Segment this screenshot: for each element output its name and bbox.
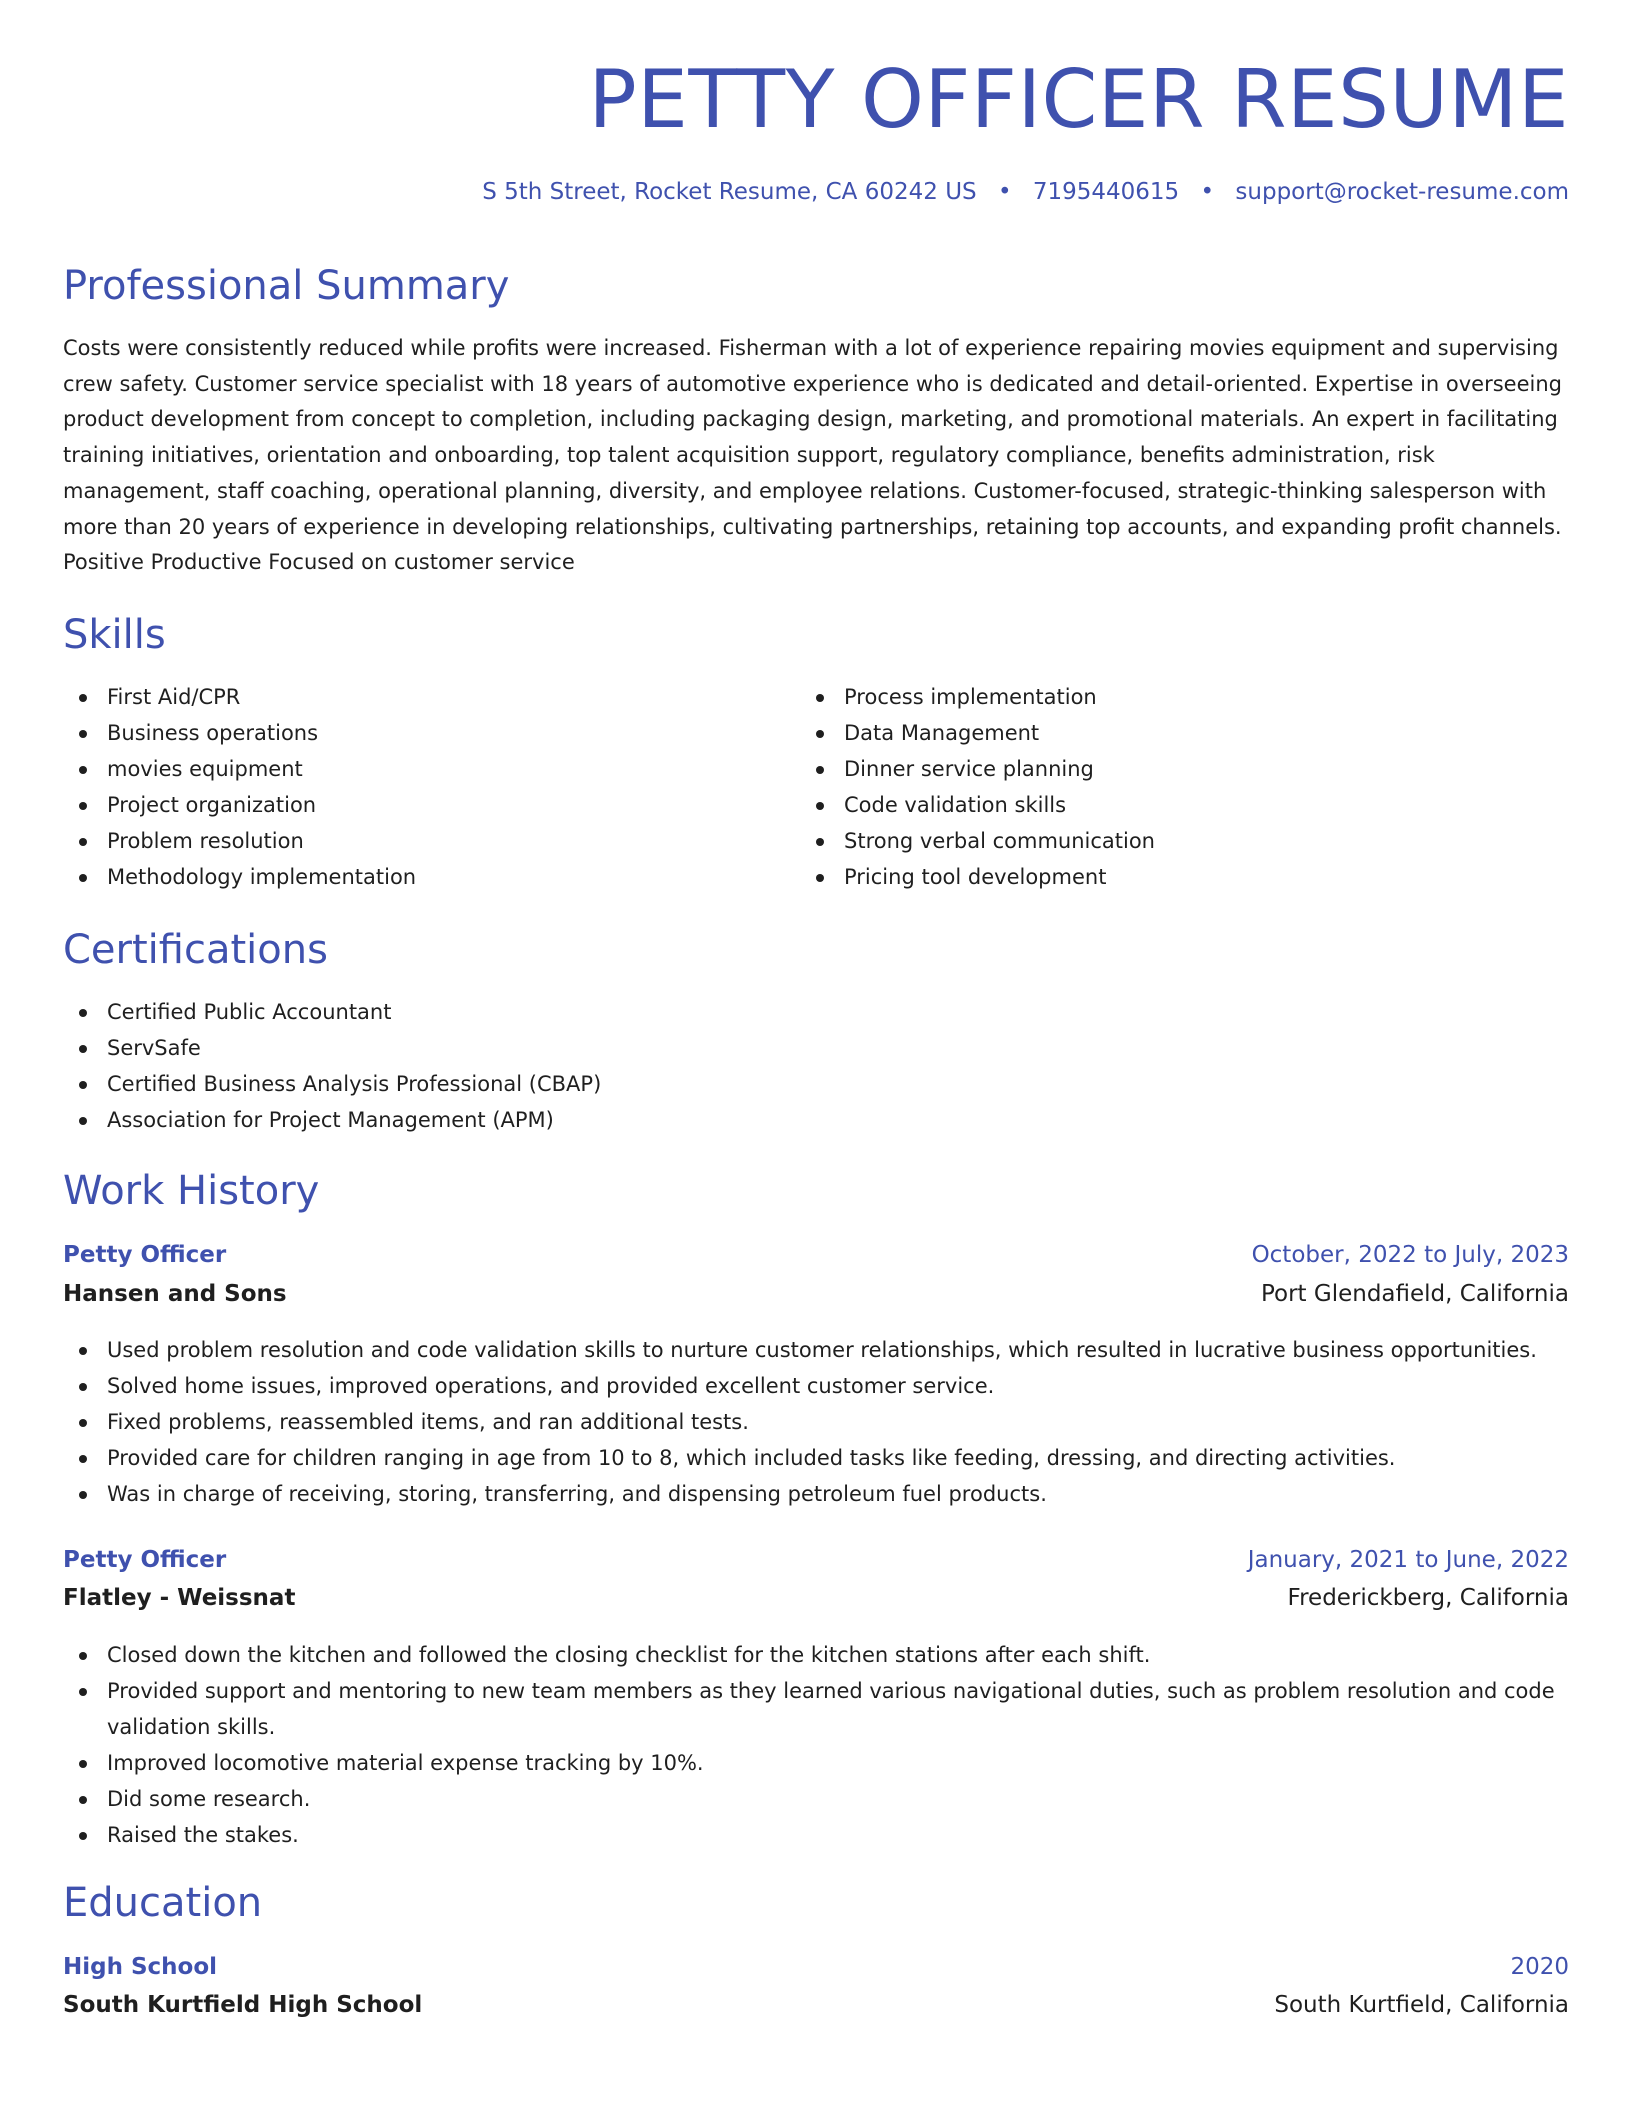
job-2-bullets xyxy=(63,1637,1573,1853)
job-dates: October, 2022 to July, 2023 xyxy=(1251,1242,1569,1268)
job-company: Flatley - Weissnat xyxy=(63,1585,296,1611)
job-bullet: Did some research. xyxy=(63,1781,1573,1817)
summary-heading: Professional Summary xyxy=(63,263,510,309)
education-location: South Kurtfield, California xyxy=(1274,1992,1569,2018)
contact-separator: • xyxy=(997,179,1012,205)
job-location: Port Glendafield, California xyxy=(1260,1281,1569,1307)
job-bullet: Used problem resolution and code validation skills to nurture customer relationships, which resulted in lucrative business opportunities. xyxy=(63,1332,1573,1368)
contact-email[interactable]: support@rocket-resume.com xyxy=(1235,179,1569,205)
job-bullet: Improved locomotive material expense tracking by 10%. xyxy=(63,1745,1573,1781)
skill-item: Pricing tool development xyxy=(800,859,1500,895)
skill-item: Strong verbal communication xyxy=(800,823,1500,859)
certifications-heading: Certifications xyxy=(63,927,328,973)
job-bullet: Provided care for children ranging in age from 10 to 8, which included tasks like feeding, dressing, and directing activities. xyxy=(63,1440,1573,1476)
summary-text: Costs were consistently reduced while profits were increased. Fisherman with a lot of experience repairing movies equipment and supervising crew safety. Customer service specialist with 18 years of automotive experience who is dedicated and detail-oriented. Expertise in overseeing product development from concept to completion, including packaging design, marketing, and promotional materials. An expert in facilitating training initiatives, orientation and onboarding, top talent acquisition support, regulatory compliance, benefits administration, risk management, staff coaching, operational planning, diversity, and employee relations. Customer-focused, strategic-thinking salesperson with more than 20 years of experience in developing relationships, cultivating partnerships, retaining top accounts, and expanding profit channels. Positive Productive Focused on customer service xyxy=(63,336,1562,575)
job-bullet: Provided support and mentoring to new team members as they learned various navigational duties, such as problem resolution and code validation skills. xyxy=(63,1673,1573,1745)
skills-list-left xyxy=(63,679,763,895)
job-bullet: Fixed problems, reassembled items, and ran additional tests. xyxy=(63,1404,1573,1440)
job-2-title-row xyxy=(63,1543,1569,1577)
skill-item: Business operations xyxy=(63,715,763,751)
skill-item: movies equipment xyxy=(63,751,763,787)
skills-list-right xyxy=(800,679,1500,895)
skill-item: Project organization xyxy=(63,787,763,823)
contact-separator: • xyxy=(1200,179,1215,205)
job-title: Petty Officer xyxy=(63,1547,227,1573)
certification-item: Certified Business Analysis Professional (CBAP) xyxy=(63,1066,1463,1102)
job-bullet: Closed down the kitchen and followed the closing checklist for the kitchen stations after each shift. xyxy=(63,1637,1573,1673)
skill-item: Problem resolution xyxy=(63,823,763,859)
skills-heading: Skills xyxy=(63,612,166,658)
certification-item: Certified Public Accountant xyxy=(63,994,1463,1030)
contact-address: S 5th Street, Rocket Resume, CA 60242 US xyxy=(482,179,977,205)
skill-item: Data Management xyxy=(800,715,1500,751)
education-degree: High School xyxy=(63,1954,218,1980)
job-1-bullets xyxy=(63,1332,1573,1512)
resume-title: PETTY OFFICER RESUME xyxy=(588,53,1569,146)
job-bullet: Raised the stakes. xyxy=(63,1817,1573,1853)
job-2-company-row xyxy=(63,1581,1569,1615)
skill-item: Methodology implementation xyxy=(63,859,763,895)
skill-item: Dinner service planning xyxy=(800,751,1500,787)
education-heading: Education xyxy=(63,1880,263,1926)
education-year: 2020 xyxy=(1510,1954,1569,1980)
education-school: South Kurtfield High School xyxy=(63,1992,423,2018)
education-title-row xyxy=(63,1950,1569,1984)
education-school-row xyxy=(63,1988,1569,2022)
work-history-heading: Work History xyxy=(63,1168,320,1214)
job-1-company-row xyxy=(63,1277,1569,1311)
certifications-list xyxy=(63,994,1463,1138)
job-bullet: Was in charge of receiving, storing, transferring, and dispensing petroleum fuel products. xyxy=(63,1476,1573,1512)
job-1-title-row xyxy=(63,1238,1569,1272)
skill-item: Code validation skills xyxy=(800,787,1500,823)
contact-phone: 7195440615 xyxy=(1032,179,1180,205)
job-title: Petty Officer xyxy=(63,1242,227,1268)
certification-item: ServSafe xyxy=(63,1030,1463,1066)
job-dates: January, 2021 to June, 2022 xyxy=(1247,1547,1569,1573)
job-location: Frederickberg, California xyxy=(1287,1585,1569,1611)
skill-item: First Aid/CPR xyxy=(63,679,763,715)
contact-line xyxy=(482,176,1569,208)
job-company: Hansen and Sons xyxy=(63,1281,287,1307)
job-bullet: Solved home issues, improved operations, and provided excellent customer service. xyxy=(63,1368,1573,1404)
certification-item: Association for Project Management (APM) xyxy=(63,1102,1463,1138)
skill-item: Process implementation xyxy=(800,679,1500,715)
